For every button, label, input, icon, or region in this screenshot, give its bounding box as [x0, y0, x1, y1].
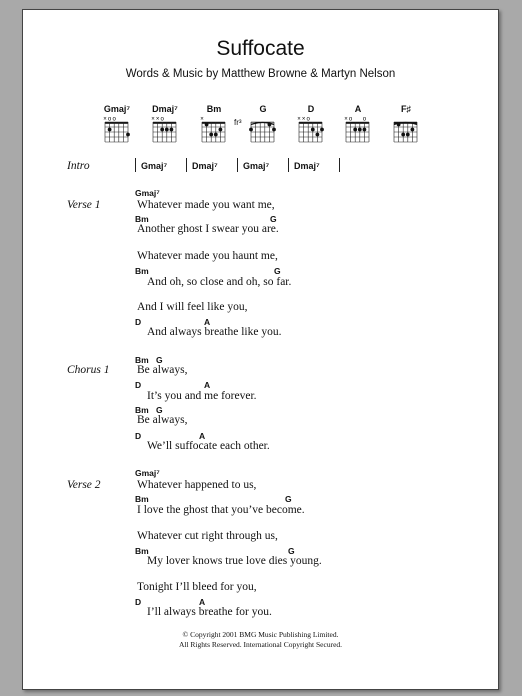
chord-name: Bm — [206, 104, 222, 114]
lyric-line: And I will feel like you, — [137, 301, 248, 313]
finger-dot — [219, 128, 223, 132]
section-label-chorus-1: Chorus 1 — [67, 364, 110, 376]
finger-dot — [126, 133, 130, 137]
finger-dot — [170, 128, 174, 132]
finger-dot — [316, 133, 320, 137]
chord-name: Gmaj⁷ — [103, 104, 131, 114]
chord-symbol: D — [135, 597, 142, 607]
chord-diagram-gmaj7-icon — [99, 104, 135, 144]
chord-diagram-d-icon — [293, 104, 329, 144]
lyric-line: We’ll suffocate each other. — [147, 440, 270, 452]
bar-line — [339, 158, 340, 172]
chord-name: D — [307, 104, 315, 114]
lyric-line: It’s you and me forever. — [147, 390, 257, 402]
open-mark: o — [112, 116, 116, 123]
lyric-line: Be always, — [137, 414, 188, 426]
lyric-line: Another ghost I swear you are. — [137, 223, 279, 235]
section-label-verse-2: Verse 2 — [67, 479, 101, 491]
chord-symbol: G — [274, 266, 281, 276]
bar-chord: Gmaj⁷ — [141, 161, 168, 171]
sheet-page — [22, 9, 499, 690]
section-label-verse-1: Verse 1 — [67, 199, 101, 211]
lyric-line: Tonight I’ll bleed for you, — [137, 581, 257, 593]
bar-chord: Dmaj⁷ — [294, 161, 320, 171]
finger-dot — [249, 128, 253, 132]
mute-mark: × — [155, 116, 160, 123]
copyright-line-1: © Copyright 2001 BMG Music Publishing Limited. — [182, 630, 339, 639]
finger-dot — [411, 128, 415, 132]
chord-symbol: Bm — [135, 546, 149, 556]
finger-dot — [320, 128, 324, 132]
finger-dot — [214, 133, 218, 137]
bar-line — [288, 158, 289, 172]
chord-symbol: Bm — [135, 214, 149, 224]
mute-mark: × — [151, 116, 155, 123]
chord-symbol: Bm — [135, 405, 149, 415]
finger-dot — [108, 128, 112, 132]
bar-line — [186, 158, 187, 172]
chord-symbol: Bm — [135, 266, 149, 276]
chord-symbol: Gmaj⁷ — [135, 188, 160, 198]
chord-name: G — [259, 104, 267, 114]
chord-name: A — [354, 104, 362, 114]
open-mark: o — [306, 116, 310, 123]
chord-symbol: D — [135, 380, 142, 390]
lyric-line: Whatever happened to us, — [137, 479, 257, 491]
lyric-line: My lover knows true love dies young. — [147, 555, 322, 567]
finger-dot — [358, 128, 362, 132]
mute-mark: × — [103, 116, 107, 123]
lyric-line: Whatever made you want me, — [137, 199, 275, 211]
chord-symbol: A — [204, 380, 211, 390]
finger-dot — [205, 123, 209, 127]
chord-symbol: D — [135, 431, 142, 441]
chord-symbol: D — [135, 317, 142, 327]
chord-diagram-g-icon — [234, 104, 281, 144]
finger-dot — [353, 128, 357, 132]
finger-dot — [397, 123, 401, 127]
lyric-line: Be always, — [137, 364, 188, 376]
open-mark: o — [160, 116, 164, 123]
chord-symbol: G — [270, 214, 277, 224]
lyric-line: Whatever made you haunt me, — [137, 250, 278, 262]
chord-diagram-row — [23, 104, 498, 144]
finger-dot — [311, 128, 315, 132]
chord-name: F♯ — [401, 104, 411, 114]
chord-symbol: G — [288, 546, 295, 556]
fret-indicator: fr³ — [234, 118, 242, 127]
chord-symbol: G — [156, 405, 163, 415]
chord-symbol: Gmaj⁷ — [135, 468, 160, 478]
bar-line — [237, 158, 238, 172]
section-label-intro: Intro — [67, 160, 90, 172]
mute-mark: × — [301, 116, 306, 123]
open-mark: o — [362, 116, 367, 123]
lyric-line: And always breathe like you. — [147, 326, 282, 338]
finger-dot — [165, 128, 169, 132]
lyric-line: I love the ghost that you’ve become. — [137, 504, 305, 516]
chord-diagram-fsharp-icon — [388, 104, 424, 144]
chord-symbol: G — [156, 355, 163, 365]
mute-mark: × — [297, 116, 301, 123]
lyric-line: Whatever cut right through us, — [137, 530, 278, 542]
lyric-line: And oh, so close and oh, so far. — [147, 276, 292, 288]
song-credit: Words & Music by Matthew Browne & Martyn Nelson — [125, 68, 396, 80]
open-mark: o — [107, 116, 112, 123]
bar-chord: Gmaj⁷ — [243, 161, 270, 171]
song-title: Suffocate — [216, 37, 305, 60]
chord-symbol: A — [199, 597, 206, 607]
chord-symbol: A — [204, 317, 211, 327]
copyright-line-2: All Rights Reserved. International Copyright Secured. — [178, 640, 343, 649]
mute-mark: × — [344, 116, 348, 123]
mute-mark: × — [200, 116, 204, 123]
finger-dot — [272, 128, 276, 132]
finger-dot — [363, 128, 367, 132]
chord-diagram-a-icon — [340, 104, 376, 144]
chord-diagram-dmaj7-icon — [147, 104, 183, 144]
chord-symbol: Bm — [135, 355, 149, 365]
chord-name: Dmaj⁷ — [152, 104, 178, 114]
finger-dot — [401, 133, 405, 137]
finger-dot — [160, 128, 164, 132]
finger-dot — [268, 123, 272, 127]
chord-symbol: Bm — [135, 494, 149, 504]
open-mark: o — [348, 116, 353, 123]
chord-diagram-bm-icon — [196, 104, 232, 144]
chord-symbol: G — [285, 494, 292, 504]
bar-chord: Dmaj⁷ — [192, 161, 218, 171]
copyright-notice — [23, 630, 498, 650]
chord-symbol: A — [199, 431, 206, 441]
finger-dot — [406, 133, 410, 137]
bar-line — [135, 158, 136, 172]
finger-dot — [209, 133, 213, 137]
lyric-line: I’ll always breathe for you. — [147, 606, 272, 618]
